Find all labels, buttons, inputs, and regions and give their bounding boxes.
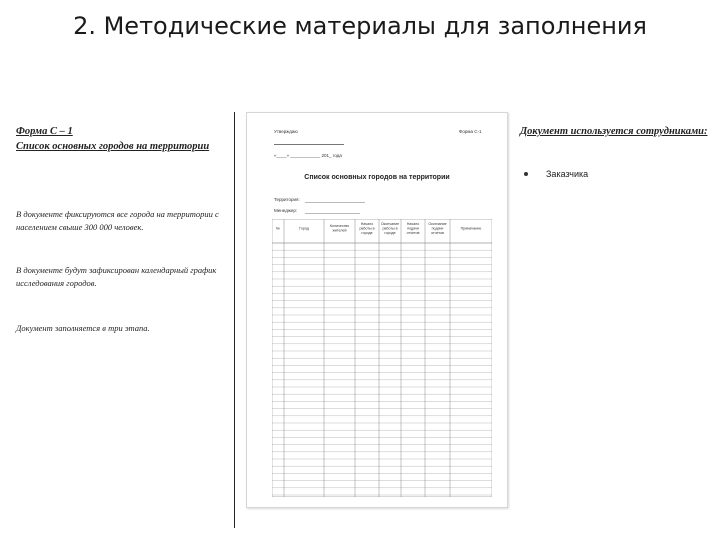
manager-label: Менеджер:	[274, 208, 298, 213]
form-code: Форма С-1	[459, 129, 482, 134]
table-header-cell: Количество жителей	[329, 224, 350, 233]
form-title: Форма С – 1	[16, 126, 73, 137]
bullet-text: Заказчика	[546, 168, 589, 179]
table-header-cell: Город	[299, 226, 309, 231]
paragraph-1: В документе фиксируются все города на территории с населением свыше 300 000 человек.	[16, 209, 219, 232]
paragraph-3: Документ заполняется в три этапа.	[16, 323, 150, 333]
form-subtitle: Список основных городов на территории	[16, 141, 210, 152]
vertical-divider	[234, 112, 235, 528]
territory-label: Территория:	[274, 197, 300, 202]
table-header-cell: №	[276, 226, 280, 231]
document-title: Список основных городов на территории	[304, 174, 450, 181]
bullet-icon	[524, 172, 528, 176]
date-line: «____» ____________ 201_ года	[274, 153, 342, 158]
table-header-cell: Примечание	[460, 226, 482, 231]
approve-label: Утверждаю	[274, 129, 298, 134]
manager-field	[305, 213, 360, 214]
cities-table	[272, 219, 492, 497]
bullet-item	[520, 168, 588, 179]
signature-line	[274, 144, 344, 145]
users-heading: Документ используется сотрудниками:	[520, 126, 708, 137]
form-document-preview	[246, 112, 508, 508]
table-header-cell: Окончание подачи отчетов	[428, 222, 447, 235]
left-column	[16, 124, 226, 333]
right-column	[520, 124, 710, 179]
slide-title: 2. Методические материалы для заполнения	[73, 12, 647, 40]
table-header-cell: Начало подачи отчетов	[406, 222, 420, 235]
territory-field	[305, 202, 365, 203]
table-header-cell: Окончание работы в городе	[380, 222, 400, 235]
table-header-cell: Начало работы в городе	[359, 222, 375, 235]
paragraph-2: В документе будут зафиксирован календарный график исследования городов.	[16, 265, 217, 288]
